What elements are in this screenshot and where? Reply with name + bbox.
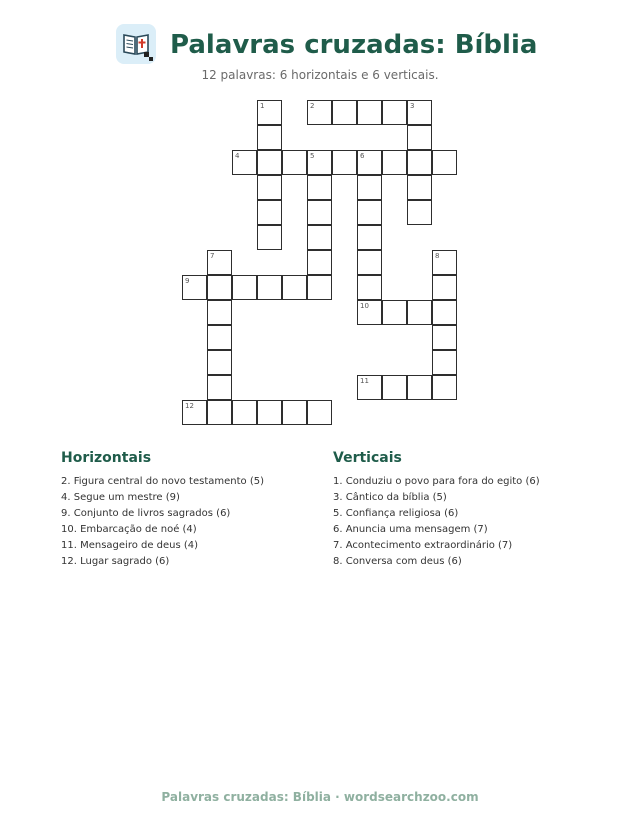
grid-cell[interactable] (407, 375, 432, 400)
grid-cell[interactable] (407, 125, 432, 150)
grid-cell[interactable] (307, 100, 332, 125)
clue-down-3: 3. Cântico da bíblia (5) (333, 492, 447, 503)
clue-number: 12 (185, 402, 194, 410)
vertical-clues (333, 450, 613, 571)
vertical-clues-title: Verticais (333, 450, 402, 466)
grid-cell[interactable] (357, 275, 382, 300)
clue-number: 3 (410, 102, 415, 110)
grid-cell[interactable] (257, 400, 282, 425)
grid-cell[interactable] (382, 150, 407, 175)
clue-across-12: 12. Lugar sagrado (6) (61, 556, 170, 567)
grid-cell[interactable] (257, 175, 282, 200)
horizontal-clues (61, 450, 321, 571)
grid-cell[interactable] (257, 150, 282, 175)
grid-cell[interactable] (432, 375, 457, 400)
grid-cell[interactable] (207, 300, 232, 325)
clue-number: 1 (260, 102, 265, 110)
grid-cell[interactable] (307, 250, 332, 275)
grid-cell[interactable] (407, 150, 432, 175)
grid-cell[interactable] (232, 150, 257, 175)
grid-cell[interactable] (307, 275, 332, 300)
clue-down-8: 8. Conversa com deus (6) (333, 556, 462, 567)
clue-across-10: 10. Embarcação de noé (4) (61, 524, 197, 535)
grid-cell[interactable] (307, 175, 332, 200)
clue-number: 8 (435, 252, 440, 260)
clue-number: 5 (310, 152, 315, 160)
clue-across-2: 2. Figura central do novo testamento (5) (61, 476, 264, 487)
grid-cell[interactable] (357, 150, 382, 175)
grid-cell[interactable] (407, 300, 432, 325)
grid-cell[interactable] (282, 400, 307, 425)
grid-cell[interactable] (382, 300, 407, 325)
clue-number: 11 (360, 377, 369, 385)
grid-cell[interactable] (307, 150, 332, 175)
grid-cell[interactable] (207, 250, 232, 275)
grid-cell[interactable] (307, 200, 332, 225)
grid-cell[interactable] (307, 225, 332, 250)
grid-cell[interactable] (382, 100, 407, 125)
grid-cell[interactable] (407, 200, 432, 225)
grid-cell[interactable] (432, 250, 457, 275)
page-footer: Palavras cruzadas: Bíblia · wordsearchzoo.com (161, 790, 479, 804)
grid-cell[interactable] (382, 375, 407, 400)
clue-number: 7 (210, 252, 215, 260)
grid-cell[interactable] (357, 375, 382, 400)
grid-cell[interactable] (357, 250, 382, 275)
grid-cell[interactable] (307, 400, 332, 425)
grid-cell[interactable] (257, 100, 282, 125)
clue-number: 2 (310, 102, 315, 110)
grid-cell[interactable] (357, 100, 382, 125)
grid-cell[interactable] (282, 150, 307, 175)
horizontal-clues-title: Horizontais (61, 450, 152, 466)
grid-cell[interactable] (257, 275, 282, 300)
clue-down-6: 6. Anuncia uma mensagem (7) (333, 524, 488, 535)
grid-cell[interactable] (207, 275, 232, 300)
grid-cell[interactable] (282, 275, 307, 300)
grid-cell[interactable] (257, 225, 282, 250)
grid-cell[interactable] (432, 325, 457, 350)
grid-cell[interactable] (407, 100, 432, 125)
clue-number: 4 (235, 152, 240, 160)
grid-cell[interactable] (432, 275, 457, 300)
grid-cell[interactable] (232, 275, 257, 300)
grid-cell[interactable] (357, 225, 382, 250)
clue-down-7: 7. Acontecimento extraordinário (7) (333, 540, 513, 551)
grid-cell[interactable] (257, 125, 282, 150)
clue-down-5: 5. Confiança religiosa (6) (333, 508, 459, 519)
clue-number: 10 (360, 302, 369, 310)
grid-cell[interactable] (207, 375, 232, 400)
grid-cell[interactable] (332, 100, 357, 125)
grid-cell[interactable] (432, 300, 457, 325)
grid-cell[interactable] (207, 350, 232, 375)
clue-number: 6 (360, 152, 365, 160)
grid-cell[interactable] (182, 400, 207, 425)
page-subtitle: 12 palavras: 6 horizontais e 6 verticais. (201, 68, 439, 82)
grid-cell[interactable] (182, 275, 207, 300)
grid-cell[interactable] (432, 150, 457, 175)
clue-across-9: 9. Conjunto de livros sagrados (6) (61, 508, 231, 519)
page-title: Palavras cruzadas: Bíblia (170, 30, 538, 60)
clue-across-4: 4. Segue um mestre (9) (61, 492, 180, 503)
grid-cell[interactable] (207, 400, 232, 425)
grid-cell[interactable] (432, 350, 457, 375)
grid-cell[interactable] (332, 150, 357, 175)
grid-cell[interactable] (357, 175, 382, 200)
grid-cell[interactable] (207, 325, 232, 350)
grid-cell[interactable] (357, 300, 382, 325)
clue-down-1: 1. Conduziu o povo para fora do egito (6) (333, 476, 540, 487)
grid-cell[interactable] (357, 200, 382, 225)
clue-across-11: 11. Mensageiro de deus (4) (61, 540, 199, 551)
grid-cell[interactable] (257, 200, 282, 225)
grid-cell[interactable] (232, 400, 257, 425)
clue-number: 9 (185, 277, 190, 285)
grid-cell[interactable] (407, 175, 432, 200)
